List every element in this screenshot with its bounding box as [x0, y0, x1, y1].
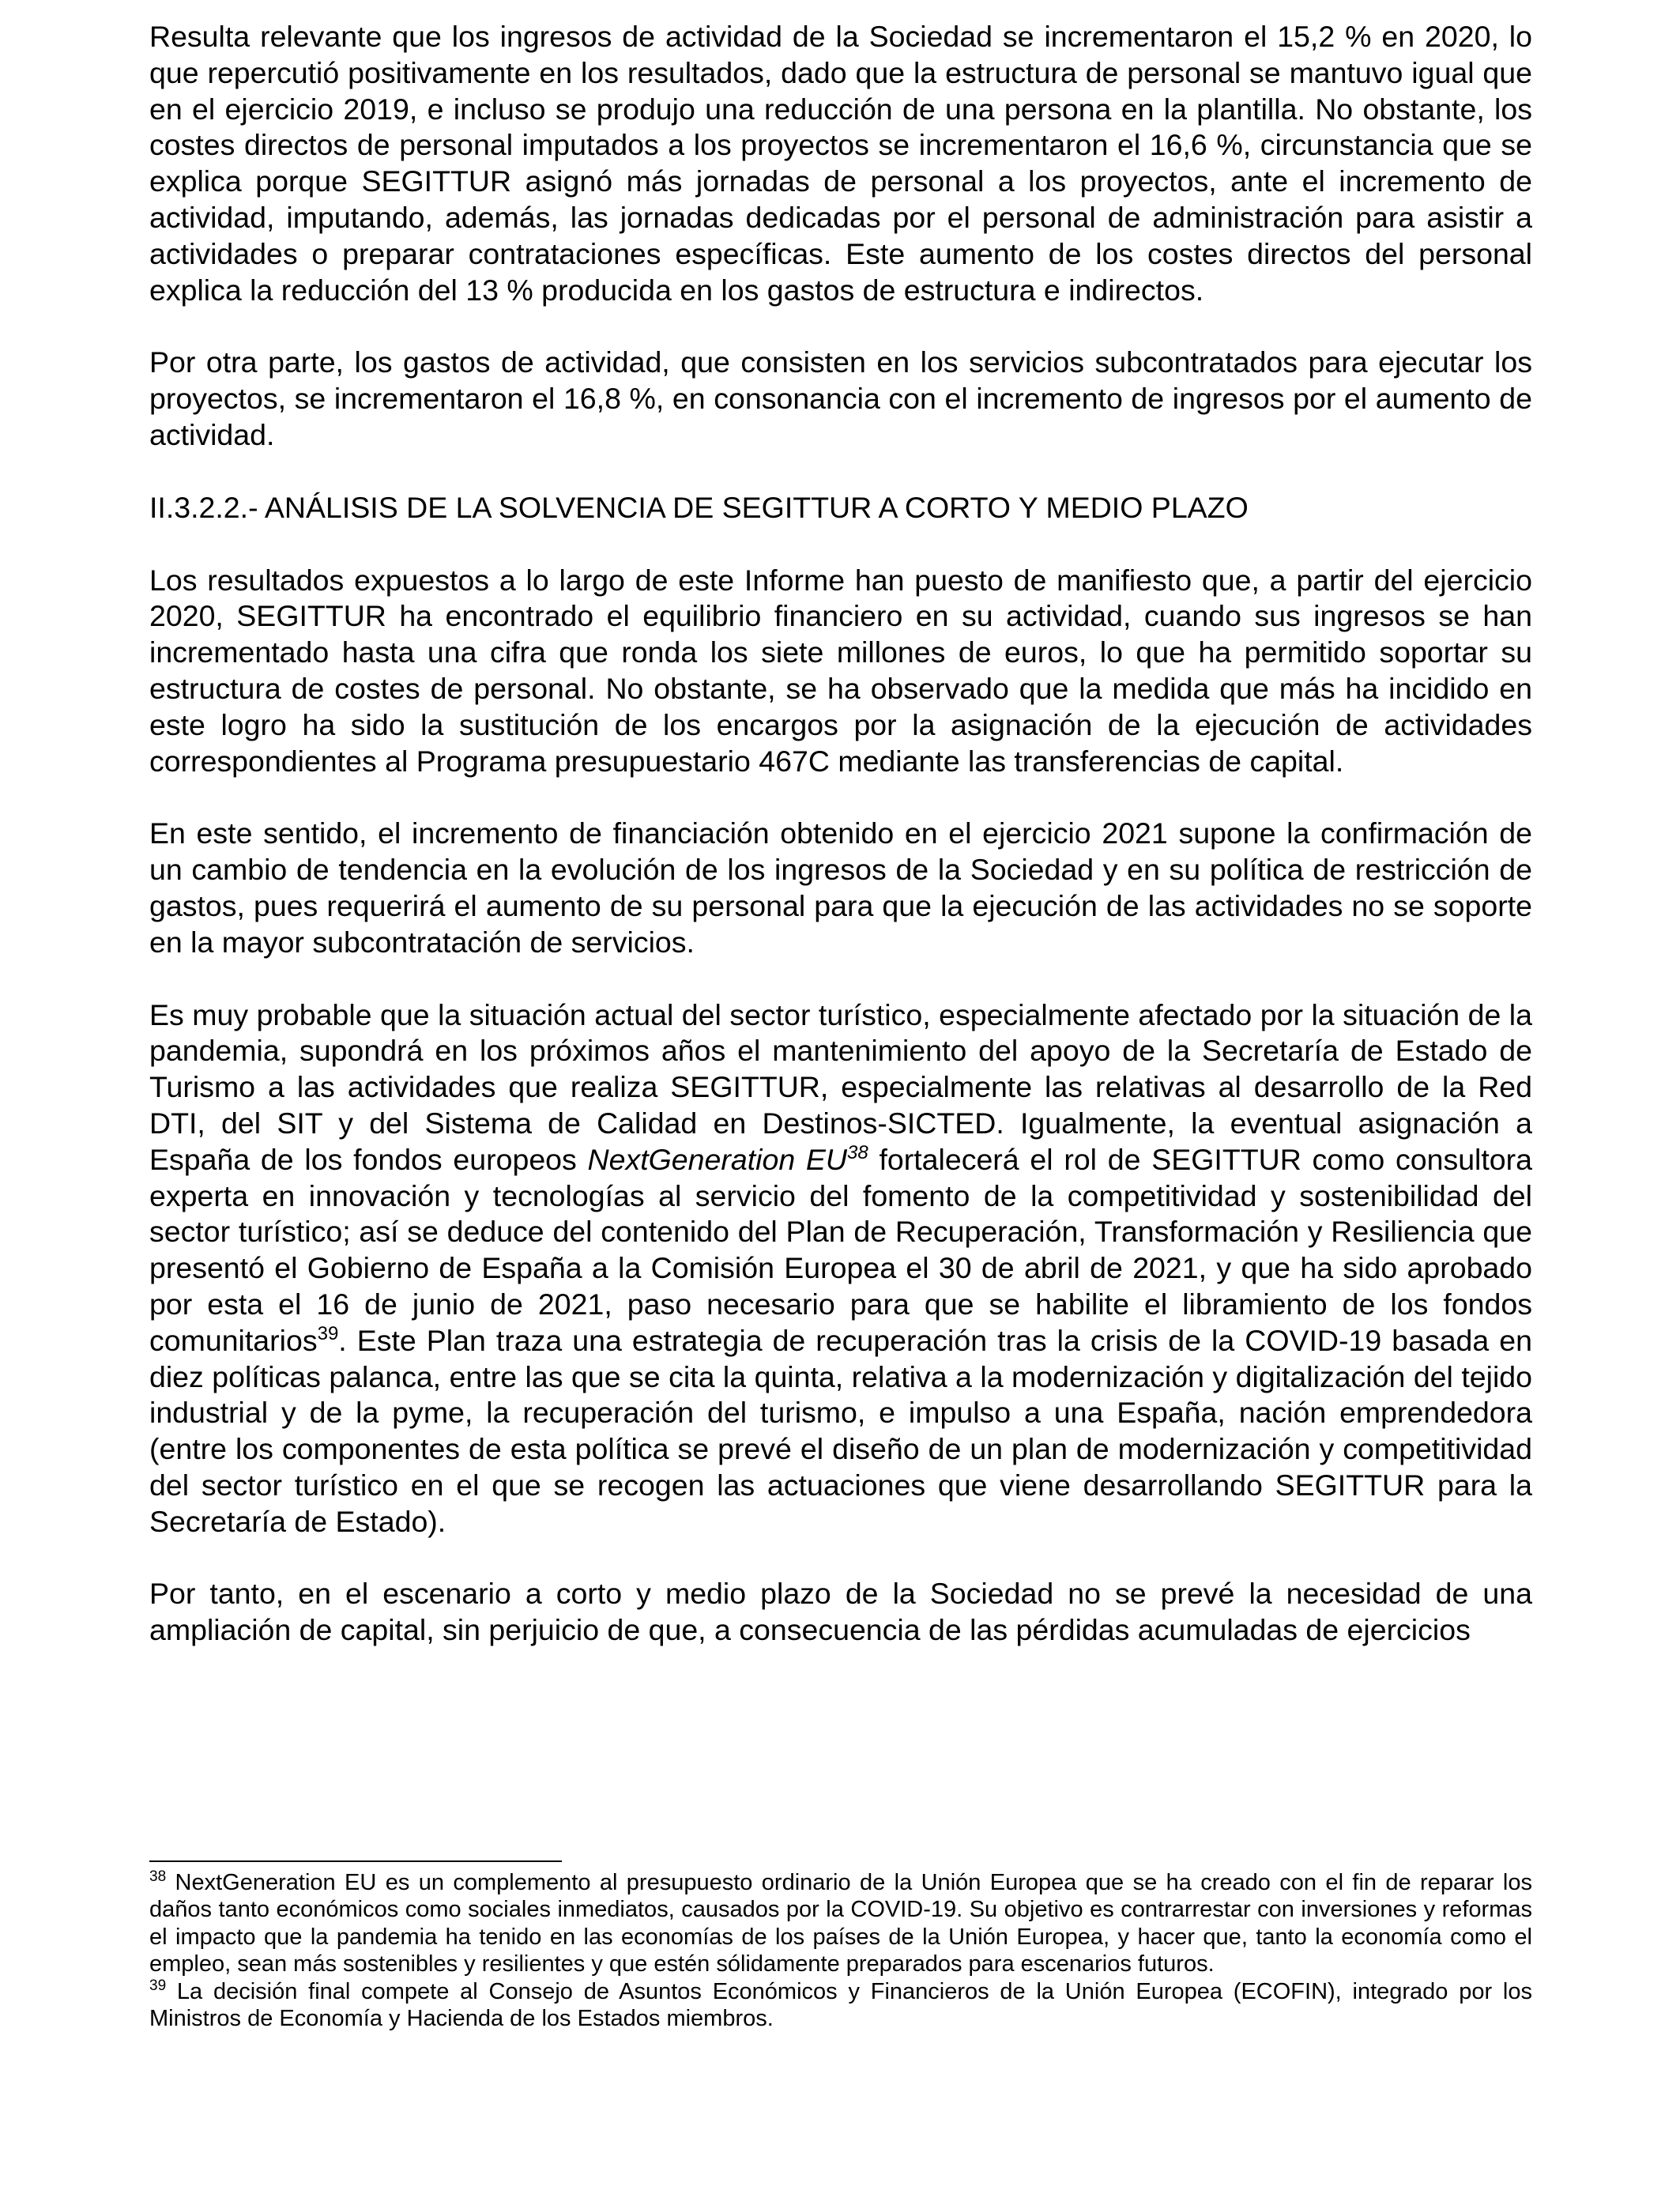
paragraph-tourism-outlook	[149, 997, 1532, 1540]
paragraph-activity-expenses: Por otra parte, los gastos de actividad, que consisten en los servicios subcontratados para ejecutar los proyectos, se incrementaron el 16,8 %, en consonancia con el incremento de ingresos por el aumento de actividad.	[149, 345, 1532, 451]
footnote-separator	[149, 1860, 562, 1862]
paragraph-capital-outlook: Por tanto, en el escenario a corto y medio plazo de la Sociedad no se prevé la necesidad de una ampliación de capital, sin perjuicio de que, a consecuencia de las pérdidas acumuladas de ejercicios	[149, 1577, 1532, 1647]
footnote-ref-38[interactable]: 38	[847, 1141, 868, 1163]
paragraph-financial-balance: Los resultados expuestos a lo largo de este Informe han puesto de manifiesto que, a partir del ejercicio 2020, SEGITTUR ha encontrado el equilibrio financiero en su actividad, cuando sus ingresos se han incrementado hasta una cifra que ronda los siete millones de euros, lo que ha permitido soportar su estructura de costes de personal. No obstante, se ha observado que la medida que más ha incidido en este logro ha sido la sustitución de los encargos por la asignación de la ejecución de actividades correspondientes al Programa presupuestario 467C mediante las transferencias de capital.	[149, 563, 1532, 778]
footnote-38-text: NextGeneration EU es un complemento al presupuesto ordinario de la Unión Europea que se ha creado con el fin de reparar los daños tanto económicos como sociales inmediatos, causados por la COVID-19. Su objetivo es contrarrestar con inversiones y reformas el impacto que la pandemia ha tenido en las economías de los países de la Unión Europea, y hacer que, tanto la economía como el empleo, sean más sostenibles y resilientes y que estén sólidamente preparados para escenarios futuros.	[149, 1870, 1532, 1977]
footnote-39	[149, 1978, 1532, 2033]
paragraph-tourism-outlook-part-c: . Este Plan traza una estrategia de recuperación tras la crisis de la COVID-19 basada en diez políticas palanca, entre las que se cita la quinta, relativa a la modernización y digitalización del tejido industrial y de la pyme, la recuperación del turismo, e impulso a una España, nación emprendedora (entre los componentes de esta política se prevé el diseño de un plan de modernización y competitividad del sector turístico en el que se recogen las actuaciones que viene desarrollando SEGITTUR para la Secretaría de Estado).	[149, 1323, 1532, 1538]
footnote-39-text: La decisión final compete al Consejo de Asuntos Económicos y Financieros de la Unión Europea (ECOFIN), integrado por los Ministros de Economía y Hacienda de los Estados miembros.	[149, 1978, 1532, 2032]
paragraph-tourism-outlook-part-a: Es muy probable que la situación actual del sector turístico, especialmente afectado por la situación de la pandemia, supondrá en los próximos años el mantenimiento del apoyo de la Secretaría de Estado de Turismo a las actividades que realiza SEGITTUR, especialmente las relativas al desarrollo de la Red DTI, del SIT y del Sistema de Calidad en Destinos-SICTED. Igualmente, la eventual asignación a España de los fondos europeos	[149, 997, 1532, 1176]
footnote-38-number: 38	[149, 1868, 167, 1885]
footnote-38	[149, 1869, 1532, 1978]
footnote-39-number: 39	[149, 1977, 167, 1994]
nextgeneration-eu-term: NextGeneration EU	[587, 1142, 848, 1176]
paragraph-income-growth: Resulta relevante que los ingresos de actividad de la Sociedad se incrementaron el 15,2 % en 2020, lo que repercutió positivamente en los resultados, dado que la estructura de personal se mantuvo igual que en el ejercicio 2019, e incluso se produjo una reducción de una persona en la plantilla. No obstante, los costes directos de personal imputados a los proyectos se incrementaron el 16,6 %, circunstancia que se explica porque SEGITTUR asignó más jornadas de personal a los proyectos, ante el incremento de actividad, imputando, además, las jornadas dedicadas por el personal de administración para asistir a actividades o preparar contrataciones específicas. Este aumento de los costes directos del personal explica la reducción del 13 % producida en los gastos de estructura e indirectos.	[149, 20, 1532, 307]
section-heading: II.3.2.2.- ANÁLISIS DE LA SOLVENCIA DE SEGITTUR A CORTO Y MEDIO PLAZO	[149, 490, 1249, 524]
footnote-ref-39[interactable]: 39	[317, 1322, 339, 1344]
paragraph-tourism-outlook-part-b: fortalecerá el rol de SEGITTUR como consultora experta en innovación y tecnologías al servicio del fomento de la competitividad y sostenibilidad del sector turístico; así se deduce del contenido del Plan de Recuperación, Transformación y Resiliencia que presentó el Gobierno de España a la Comisión Europea el 30 de abril de 2021, y que ha sido aprobado por esta el 16 de junio de 2021, paso necesario para que se habilite el libramiento de los fondos comunitarios	[149, 1142, 1533, 1357]
paragraph-trend-change: En este sentido, el incremento de financiación obtenido en el ejercicio 2021 supone la confirmación de un cambio de tendencia en la evolución de los ingresos de la Sociedad y en su política de restricción de gastos, pues requerirá el aumento de su personal para que la ejecución de las actividades no se soporte en la mayor subcontratación de servicios.	[149, 816, 1532, 959]
body-text	[149, 19, 1532, 1685]
footnotes	[149, 1869, 1532, 2032]
